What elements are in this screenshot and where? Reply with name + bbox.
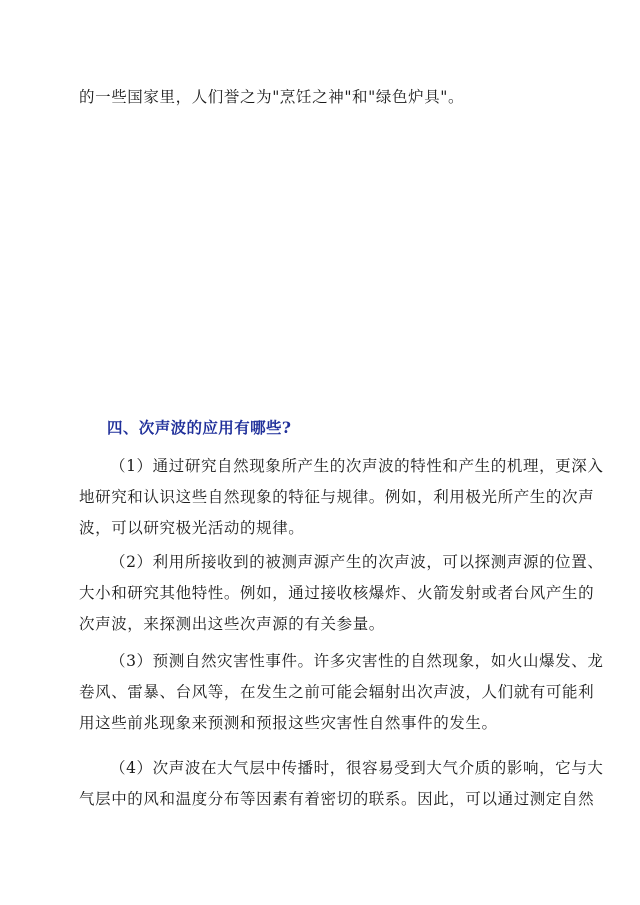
paragraph-2-line-2: 大小和研究其他特性。例如，通过接收核爆炸、火箭发射或者台风产生的 [79, 584, 595, 602]
paragraph-2-line-1: （2）利用所接收到的被测声源产生的次声波，可以探测声源的位置、 [110, 553, 604, 571]
paragraph-4-line-2: 气层中的风和温度分布等因素有着密切的联系。因此，可以通过测定自然 [79, 790, 595, 808]
paragraph-2-line-3: 次声波，来探测出这些次声源的有关参量。 [79, 615, 385, 633]
section-heading: 四、次声波的应用有哪些? [107, 418, 292, 437]
paragraph-4-line-1: （4）次声波在大气层中传播时，很容易受到大气介质的影响，它与大 [110, 759, 604, 777]
paragraph-3-line-1: （3）预测自然灾害性事件。许多灾害性的自然现象，如火山爆发、龙 [110, 652, 604, 670]
paragraph-1-line-2: 地研究和认识这些自然现象的特征与规律。例如，利用极光所产生的次声 [79, 488, 595, 506]
paragraph-3-line-3: 用这些前兆现象来预测和预报这些灾害性自然事件的发生。 [79, 714, 498, 732]
top-fragment-text: 的一些国家里，人们誉之为"烹饪之神"和"绿色炉具"。 [79, 88, 465, 106]
paragraph-3-line-2: 卷风、雷暴、台风等，在发生之前可能会辐射出次声波，人们就有可能利 [79, 683, 595, 701]
paragraph-1-line-1: （1）通过研究自然现象所产生的次声波的特性和产生的机理，更深入 [110, 457, 604, 475]
paragraph-1-line-3: 波，可以研究极光活动的规律。 [79, 519, 305, 537]
